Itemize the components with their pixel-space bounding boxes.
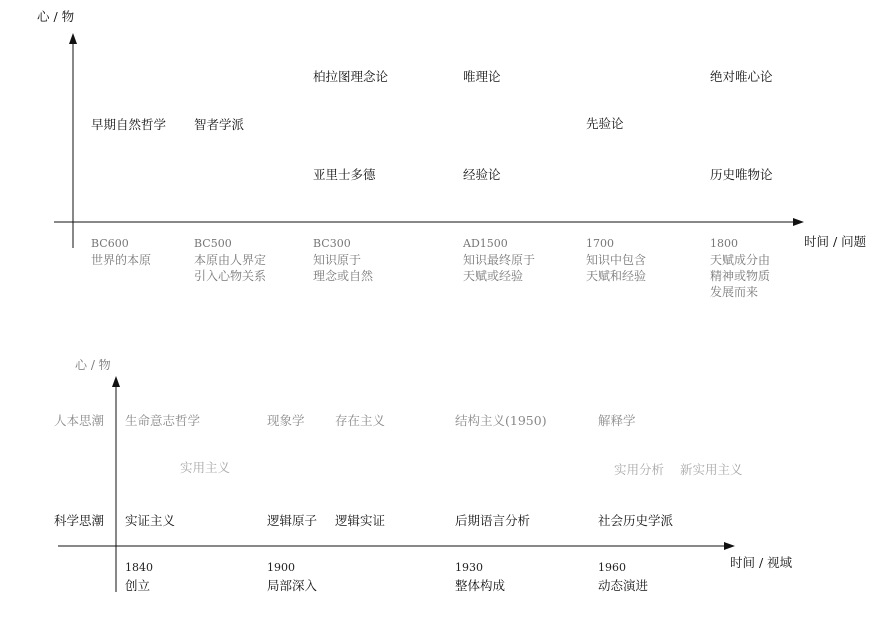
- top-period-desc: 本原由人界定 引入心物关系: [194, 253, 267, 283]
- top-x-axis-label: 时间 / 问题: [804, 234, 867, 249]
- top-node-historical-materialism: 历史唯物论: [710, 167, 773, 182]
- bottom-node-later-language-analysis: 后期语言分析: [455, 513, 531, 528]
- bottom-node-pragmatic-analysis: 实用分析: [614, 462, 665, 477]
- top-period-desc: 知识原于 理念或自然: [313, 253, 374, 283]
- top-x-arrowhead: [793, 218, 804, 226]
- top-node-plato: 柏拉图理念论: [313, 69, 389, 84]
- bottom-y-arrowhead: [112, 376, 120, 387]
- bottom-period-desc: 动态演进: [598, 578, 649, 593]
- top-period-date: 1700: [586, 237, 614, 250]
- bottom-node-logical-positivism: 逻辑实证: [335, 513, 386, 528]
- bottom-node-positivism: 实证主义: [125, 513, 176, 528]
- bottom-period-date: 1960: [598, 561, 626, 574]
- bottom-node-logical-atomism: 逻辑原子: [267, 513, 318, 528]
- bottom-node-life-will-philosophy: 生命意志哲学: [125, 413, 201, 428]
- top-period-desc: 知识中包含 天赋和经验: [586, 253, 647, 283]
- bottom-x-axis-label: 时间 / 视域: [730, 555, 793, 570]
- bottom-node-pragmatism: 实用主义: [180, 460, 231, 475]
- bottom-period-desc: 整体构成: [455, 578, 506, 593]
- bottom-period-date: 1840: [125, 561, 153, 574]
- bottom-node-social-historical-school: 社会历史学派: [598, 513, 674, 528]
- top-y-arrowhead: [69, 33, 77, 44]
- bottom-node-hermeneutics: 解释学: [598, 413, 636, 428]
- bottom-period-desc: 创立: [125, 578, 151, 593]
- top-period-date: 1800: [710, 237, 738, 250]
- bottom-period-desc: 局部深入: [267, 578, 318, 593]
- science-trend-label: 科学思潮: [54, 513, 105, 528]
- bottom-y-axis-label: 心 / 物: [75, 358, 111, 372]
- top-node-aristotle: 亚里士多德: [313, 167, 376, 182]
- top-y-axis-label: 心 / 物: [37, 9, 75, 24]
- top-node-early-natural-philosophy: 早期自然哲学: [91, 117, 167, 132]
- top-period-date: BC600: [91, 237, 129, 250]
- top-period-date: AD1500: [463, 237, 508, 250]
- bottom-period-date: 1930: [455, 561, 483, 574]
- bottom-x-arrowhead: [724, 542, 735, 550]
- humanist-trend-label: 人本思潮: [54, 413, 105, 428]
- top-period-desc: 天赋成分由 精神或物质 发展而来: [710, 253, 771, 299]
- top-node-rationalism: 唯理论: [463, 69, 501, 84]
- bottom-node-structuralism: 结构主义(1950): [455, 413, 547, 428]
- top-node-absolute-idealism: 绝对唯心论: [710, 69, 773, 84]
- bottom-node-neo-pragmatism: 新实用主义: [680, 462, 743, 477]
- top-period-desc: 知识最终原于 天赋或经验: [463, 253, 536, 283]
- top-period-desc: 世界的本原: [91, 253, 152, 267]
- top-period-date: BC500: [194, 237, 232, 250]
- top-node-empiricism: 经验论: [463, 167, 501, 182]
- bottom-node-existentialism: 存在主义: [335, 413, 386, 428]
- bottom-period-date: 1900: [267, 561, 295, 574]
- top-node-sophists: 智者学派: [194, 117, 245, 132]
- bottom-node-phenomenology: 现象学: [267, 413, 305, 428]
- top-period-date: BC300: [313, 237, 351, 250]
- top-node-transcendentalism: 先验论: [586, 116, 624, 131]
